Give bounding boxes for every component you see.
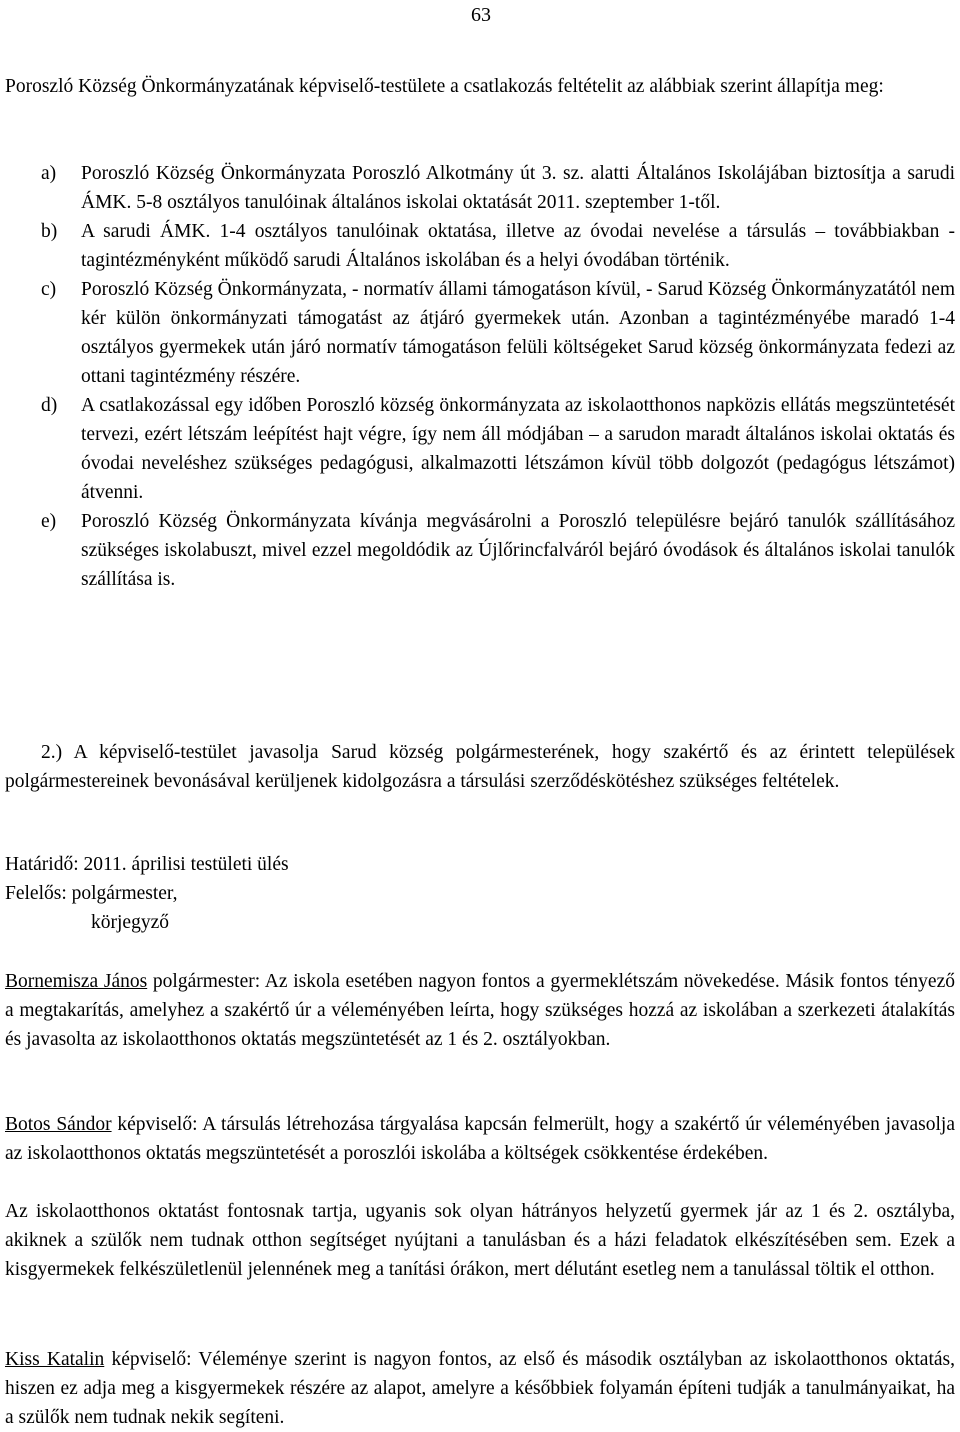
conditions-list (5, 159, 955, 594)
point2-paragraph: 2.) A képviselő-testület javasolja Sarud község polgármesterének, hogy szakértő és az érintett települések polgármestereinek bevonásával kerüljenek kidolgozásra a társulási szerződéskötéshez szükséges feltételek. (5, 742, 955, 792)
list-marker: d) (41, 395, 58, 416)
speaker-name: Botos Sándor (5, 1114, 112, 1135)
list-marker: b) (41, 221, 58, 242)
list-item-text: Poroszló Község Önkormányzata Poroszló Alkotmány út 3. sz. alatti Általános Iskolájában biztosítja a sarudi ÁMK. 5-8 osztályos tanulóinak általános iskolai oktatását 2011. szeptember 1-től. (81, 163, 955, 213)
botos-paragraph (5, 1110, 955, 1168)
list-item-text: Poroszló Község Önkormányzata kívánja megvásárolni a Poroszló településre bejáró tanulók szállításához szükséges iskolabuszt, mivel ezzel megoldódik az Újlőrincfalváról bejáró óvodások és általános iskolai tanulók szállítása is. (81, 511, 955, 590)
list-marker: a) (41, 163, 57, 184)
deadline-block (5, 850, 955, 937)
speech-text: képviselő: Véleménye szerint is nagyon fontos, az első és második osztályban az iskolaotthonos oktatás, hiszen ez adja meg a kisgyermekek részére az alapot, amelyre a későbbiek folyamán építeni tudják a tanulmányaikat, ha a szülők nem tudnak nekik segíteni. (5, 1349, 955, 1428)
list-marker: c) (41, 279, 57, 300)
iskolaotthonos-paragraph: Az iskolaotthonos oktatást fontosnak tartja, ugyanis sok olyan hátrányos helyzetű gyermek jár az 1 és 2. osztályba, akiknek a szülők nem tudnak otthon segítséget nyújtani a tanulásban és a házi feladatok elkészítésében sem. Ezek a kisgyermekek felkészületlenül jelennének meg a tanítási órákon, mert délutánt esetleg nem a tanulással töltik el otthon. (5, 1201, 955, 1280)
list-item (5, 507, 955, 594)
list-item (5, 391, 955, 507)
list-item-text: A sarudi ÁMK. 1-4 osztályos tanulóinak oktatása, illetve az óvodai nevelése a társulás – továbbiakban - tagintézményként működő sarudi Általános iskolában és a helyi óvodában történik. (81, 221, 955, 271)
list-marker: e) (41, 511, 57, 532)
speech-text: polgármester: Az iskola esetében nagyon fontos a gyermeklétszám növekedése. Másik fontos tényező a megtakarítás, amelyhez a szakértő úr a véleményében leírta, hogy szükséges hozzá az iskolában a szerkezeti átalakítás és javasolta az iskolaotthonos oktatás megszüntetését az 1 és 2. osztályokban. (5, 971, 955, 1050)
list-item (5, 159, 955, 217)
intro-paragraph: Poroszló Község Önkormányzatának képviselő-testülete a csatlakozás feltételit az alábbiak szerint állapítja meg: (5, 76, 884, 97)
bornemisza-paragraph (5, 967, 955, 1054)
list-item-text: A csatlakozással egy időben Poroszló község önkormányzata az iskolaotthonos napközis ellátás megszüntetését tervezi, ezért létszám leépítést hajt végre, így nem áll módjában – a sarudon maradt általános iskolai oktatás és óvodai neveléshez szükséges pedagógusi, alkalmazotti létszámon kívül több dolgozót (pedagógus létszámot) átvenni. (81, 395, 955, 503)
page-number: 63 (471, 4, 491, 26)
list-item (5, 275, 955, 391)
speech-text: képviselő: A társulás létrehozása tárgyalása kapcsán felmerült, hogy a szakértő úr véleményében javasolja az iskolaotthonos oktatás megszüntetését a poroszlói iskolába a költségek csökkentése érdekében. (5, 1114, 955, 1164)
deadline-line: Határidő: 2011. áprilisi testületi ülés (5, 854, 289, 875)
list-item (5, 217, 955, 275)
list-item-text: Poroszló Község Önkormányzata, - normatív állami támogatáson kívül, - Sarud Község Önkormányzatától nem kér külön önkormányzati támogatást az átjáró gyermekek után. Azonban a tagintézményébe maradó 1-4 osztályos gyermekek után járó normatív támogatáson felüli költségeket Sarud község önkormányzata fedezi az ottani tagintézmény részére. (81, 279, 955, 387)
responsible-line: Felelős: polgármester, (5, 883, 178, 904)
speaker-name: Bornemisza János (5, 971, 148, 992)
kiss-paragraph (5, 1345, 955, 1432)
speaker-name: Kiss Katalin (5, 1349, 105, 1370)
responsible-line-2: körjegyző (91, 912, 169, 933)
